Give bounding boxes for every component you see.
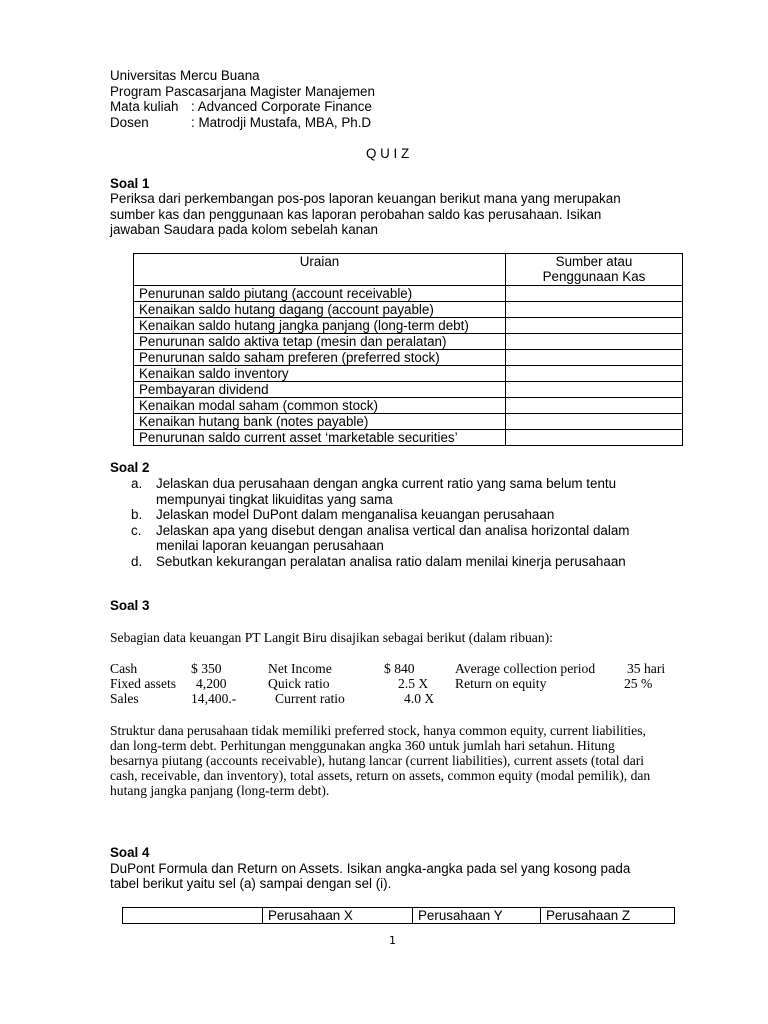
question-line: Sebutkan kekurangan peralatan analisa ratio dalam menilai kinerja perusahaan xyxy=(156,553,626,569)
soal3-paragraph-line: besarnya piutang (accounts receivable), hutang lancar (current liabilities), current assets (total dari xyxy=(110,753,645,768)
fixed-assets-label: Fixed assets xyxy=(110,676,177,691)
roe-label: Return on equity xyxy=(455,676,547,691)
uraian-cell: Kenaikan modal saham (common stock) xyxy=(134,398,506,414)
col-blank xyxy=(123,908,263,924)
answer-cell[interactable] xyxy=(506,350,683,366)
col-sumber-penggunaan xyxy=(506,254,683,286)
soal3-paragraph-line: cash, receivable, dan inventory), total assets, return on assets, common equity (modal pemilik), dan xyxy=(110,768,651,783)
net-income-value: $ 840 xyxy=(384,661,415,676)
answer-cell[interactable] xyxy=(506,366,683,382)
uraian-cell: Penurunan saldo current asset ‘marketable securities’ xyxy=(134,430,506,446)
soal3-paragraph-line: dan long-term debt. Perhitungan menggunakan angka 360 untuk jumlah hari setahun. Hitung xyxy=(110,738,615,753)
list-item xyxy=(131,554,691,570)
soal1-intro-line: Periksa dari perkembangan pos-pos laporan keuangan berikut mana yang merupakan xyxy=(110,191,621,206)
quick-ratio-label: Quick ratio xyxy=(268,676,330,691)
table-row xyxy=(134,430,683,446)
soal3-intro: Sebagian data keuangan PT Langit Biru disajikan sebagai berikut (dalam ribuan): xyxy=(110,630,553,645)
question-line: Jelaskan model DuPont dalam menganalisa keuangan perusahaan xyxy=(156,507,555,522)
answer-cell[interactable] xyxy=(506,334,683,350)
answer-cell[interactable] xyxy=(506,318,683,334)
uraian-cell: Kenaikan hutang bank (notes payable) xyxy=(134,414,506,430)
list-marker: c. xyxy=(131,522,142,538)
uraian-cell: Pembayaran dividend xyxy=(134,382,506,398)
acp-value: 35 hari xyxy=(627,661,666,676)
list-marker: a. xyxy=(131,476,143,491)
table-row xyxy=(134,398,683,414)
col-sumber-line2: Penggunaan Kas xyxy=(542,269,646,284)
dupont-table xyxy=(122,907,675,924)
table-row xyxy=(134,286,683,302)
col-perusahaan-y: Perusahaan Y xyxy=(413,908,541,924)
soal4-intro-line: tabel berikut yaitu sel (a) sampai dengan sel (i). xyxy=(110,876,392,891)
lecturer-label: Dosen xyxy=(110,115,149,130)
table-row xyxy=(134,366,683,382)
current-ratio-value: 4.0 X xyxy=(404,691,435,706)
list-marker: b. xyxy=(131,507,143,522)
question-line: mempunyai tingkat likuiditas yang sama xyxy=(156,491,393,507)
table-row xyxy=(134,414,683,430)
soal2-question-list xyxy=(131,476,691,569)
soal1-intro-line: jawaban Saudara pada kolom sebelah kanan xyxy=(110,222,379,237)
soal3-paragraph-line: Struktur dana perusahaan tidak memiliki preferred stock, hanya common equity, current liabilities, xyxy=(110,723,646,738)
uraian-cell: Penurunan saldo piutang (account receivable) xyxy=(134,286,506,302)
page-number: 1 xyxy=(389,934,396,947)
col-uraian: Uraian xyxy=(134,254,506,286)
soal4-intro-line: DuPont Formula dan Return on Assets. Isikan angka-angka pada sel yang kosong pada xyxy=(110,861,631,876)
list-item xyxy=(131,507,691,523)
sales-value: 14,400.- xyxy=(191,691,237,706)
list-item xyxy=(131,476,691,507)
question-line: menilai laporan keuangan perusahaan xyxy=(156,538,384,553)
quick-ratio-value: 2.5 X xyxy=(398,676,429,691)
answer-cell[interactable] xyxy=(506,430,683,446)
net-income-label: Net Income xyxy=(268,661,332,676)
question-line: Jelaskan dua perusahaan dengan angka current ratio yang sama belum tentu xyxy=(156,476,617,491)
soal4-heading: Soal 4 xyxy=(110,845,150,860)
soal2-heading: Soal 2 xyxy=(110,460,150,475)
answer-cell[interactable] xyxy=(506,302,683,318)
course-label: Mata kuliah xyxy=(110,99,179,114)
list-item xyxy=(131,523,691,554)
course-value: : Advanced Corporate Finance xyxy=(191,99,372,114)
cash-value: $ 350 xyxy=(191,661,222,676)
answer-cell[interactable] xyxy=(506,382,683,398)
uraian-cell: Penurunan saldo saham preferen (preferred stock) xyxy=(134,350,506,366)
current-ratio-label: Current ratio xyxy=(275,691,345,706)
table-row xyxy=(134,382,683,398)
roe-value: 25 % xyxy=(624,676,653,691)
soal3-heading: Soal 3 xyxy=(110,598,150,613)
col-perusahaan-z: Perusahaan Z xyxy=(541,908,675,924)
answer-cell[interactable] xyxy=(506,414,683,430)
list-marker: d. xyxy=(131,553,143,569)
table-row xyxy=(134,302,683,318)
quiz-title: Q U I Z xyxy=(366,146,410,161)
table-row xyxy=(134,318,683,334)
soal1-intro-line: sumber kas dan penggunaan kas laporan perobahan saldo kas perusahaan. Isikan xyxy=(110,207,602,222)
table-row xyxy=(134,334,683,350)
cash-label: Cash xyxy=(110,661,138,676)
cash-flow-table xyxy=(133,253,683,446)
lecturer-value: : Matrodji Mustafa, MBA, Ph.D xyxy=(191,115,372,130)
university-name: Universitas Mercu Buana xyxy=(110,68,260,83)
acp-label: Average collection period xyxy=(455,661,596,676)
table-row xyxy=(134,350,683,366)
col-sumber-line1: Sumber atau xyxy=(555,254,633,269)
program-name: Program Pascasarjana Magister Manajemen xyxy=(110,84,375,99)
table-header-row xyxy=(134,254,683,286)
col-perusahaan-x: Perusahaan X xyxy=(263,908,413,924)
uraian-cell: Kenaikan saldo inventory xyxy=(134,366,506,382)
sales-label: Sales xyxy=(110,691,139,706)
question-line: Jelaskan apa yang disebut dengan analisa vertical dan analisa horizontal dalam xyxy=(156,522,630,538)
soal3-paragraph-line: hutang jangka panjang (long-term debt). xyxy=(110,783,330,798)
answer-cell[interactable] xyxy=(506,286,683,302)
table-header-row xyxy=(123,908,675,924)
uraian-cell: Kenaikan saldo hutang dagang (account payable) xyxy=(134,302,506,318)
fixed-assets-value: 4,200 xyxy=(196,676,227,691)
answer-cell[interactable] xyxy=(506,398,683,414)
soal1-heading: Soal 1 xyxy=(110,176,150,191)
uraian-cell: Kenaikan saldo hutang jangka panjang (long-term debt) xyxy=(134,318,506,334)
uraian-cell: Penurunan saldo aktiva tetap (mesin dan peralatan) xyxy=(134,334,506,350)
